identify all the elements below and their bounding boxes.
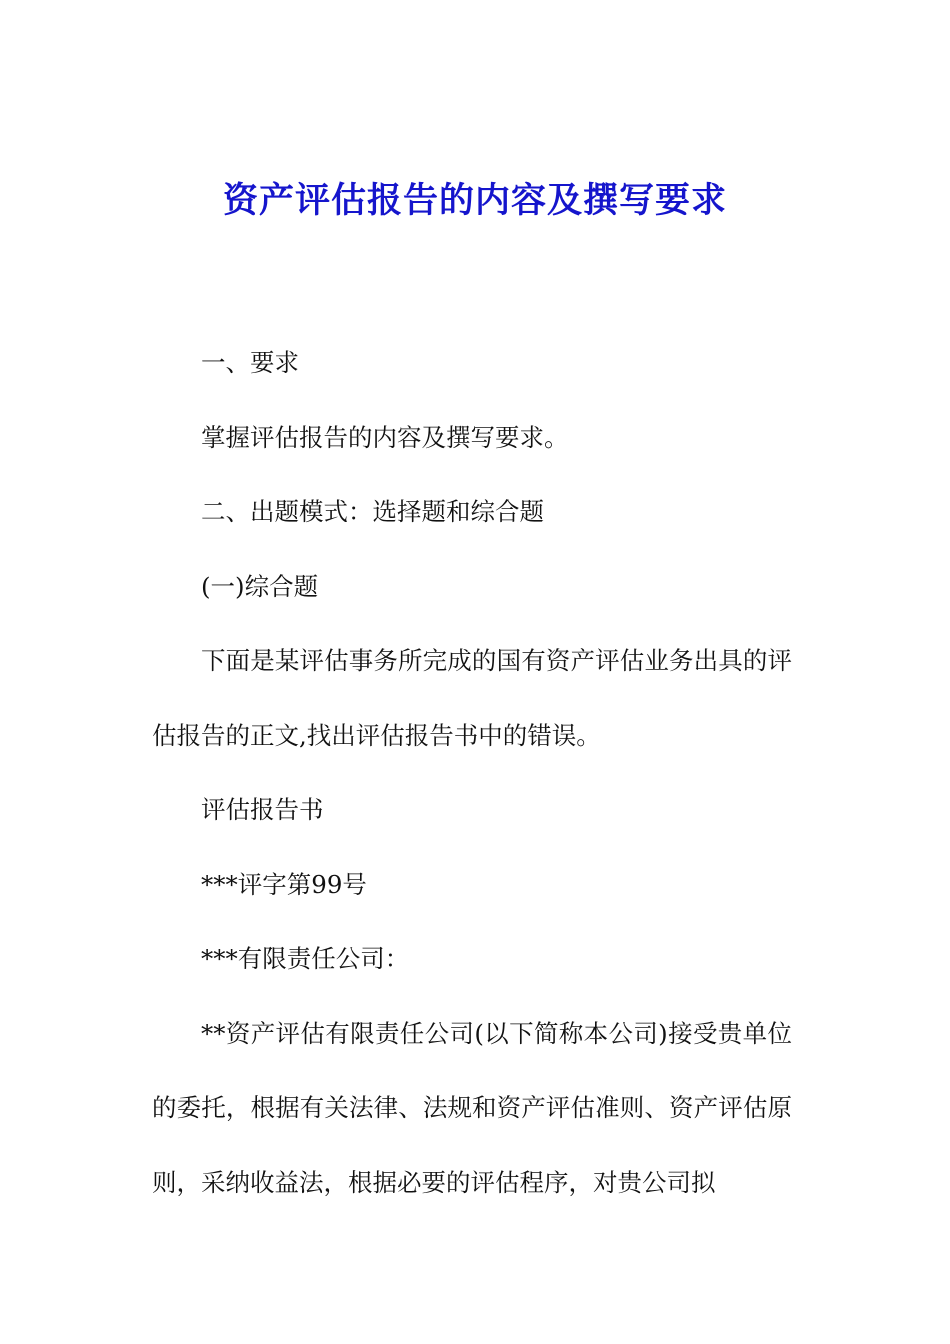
document-body: [152, 326, 792, 1220]
paragraph-requirements: 掌握评估报告的内容及撰写要求。: [201, 422, 569, 452]
paragraph-report-title: 评估报告书: [201, 795, 324, 824]
paragraph-report-body: **资产评估有限责任公司(以下简称本公司)接受贵单位的委托，根据有关法律、法规和资产评估准则、资产评估原则，采纳收益法，根据必要的评估程序，对贵公司拟: [152, 1018, 792, 1197]
paragraph-addressee: ***有限责任公司：: [201, 944, 410, 973]
paragraph-question-mode-heading: 二、出题模式：选择题和综合题: [201, 497, 544, 526]
document-title: 资产评估报告的内容及撰写要求: [222, 180, 727, 221]
paragraph-report-number: ***评字第99号: [201, 869, 367, 899]
paragraph-requirements-heading: 一、要求: [201, 348, 299, 377]
paragraph-comprehensive-heading: (一)综合题: [201, 571, 319, 601]
paragraph-question-intro: 下面是某评估事务所完成的国有资产评估业务出具的评估报告的正文,找出评估报告书中的错误。: [152, 646, 792, 750]
